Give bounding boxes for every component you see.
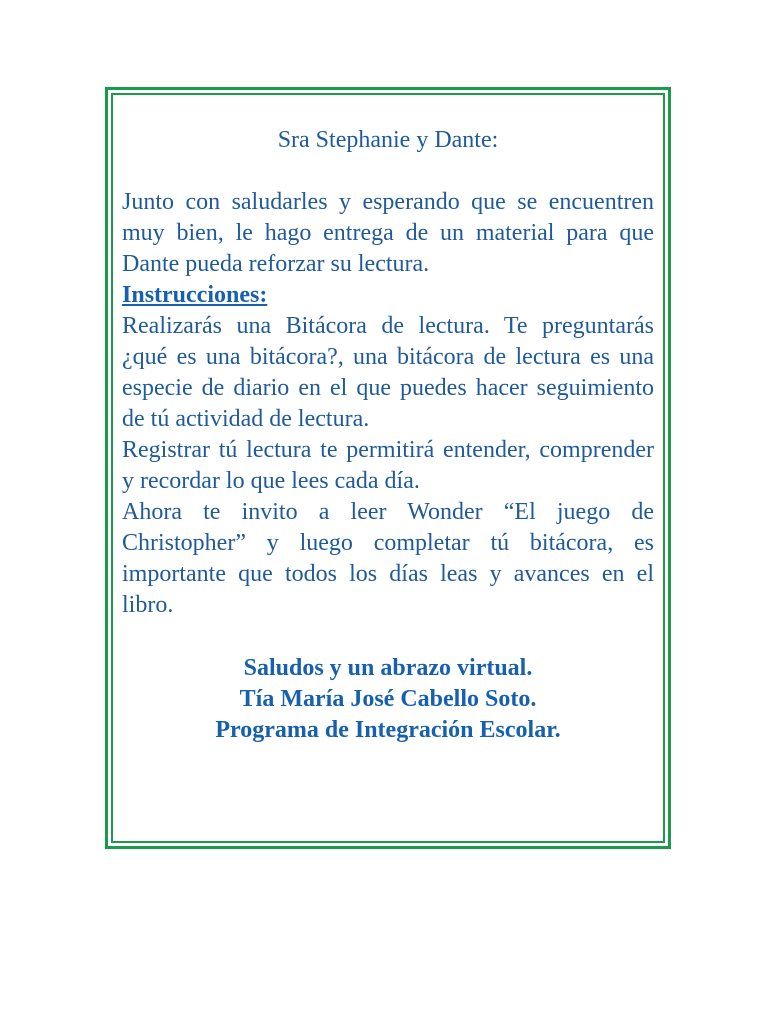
instructions-paragraph-1: Realizarás una Bitácora de lectura. Te preguntarás ¿qué es una bitácora?, una bitácora de lectura es una especie de diario en el que puedes hacer seguimiento de tú actividad de lectura. <box>122 313 654 432</box>
intro-paragraph: Junto con saludarles y esperando que se encuentren muy bien, le hago entrega de un material para que Dante pueda reforzar su lectura. <box>122 189 654 277</box>
letter-inner-border <box>111 93 665 843</box>
letter-body <box>122 125 654 746</box>
instructions-paragraph-3: Ahora te invito a leer Wonder “El juego de Christopher” y luego completar tú bitácora, es importante que todos los días leas y avances en el libro. <box>122 499 654 618</box>
greeting: Sra Stephanie y Dante: <box>277 127 499 153</box>
instructions-paragraph-2: Registrar tú lectura te permitirá entender, comprender y recordar lo que lees cada día. <box>122 437 654 494</box>
signature-line-2: Tía María José Cabello Soto. <box>239 686 537 712</box>
signature-block <box>122 653 654 746</box>
letter-border <box>105 87 671 849</box>
signature-line-3: Programa de Integración Escolar. <box>215 717 561 743</box>
instructions-heading: Instrucciones: <box>122 282 268 308</box>
signature-line-1: Saludos y un abrazo virtual. <box>243 655 533 681</box>
